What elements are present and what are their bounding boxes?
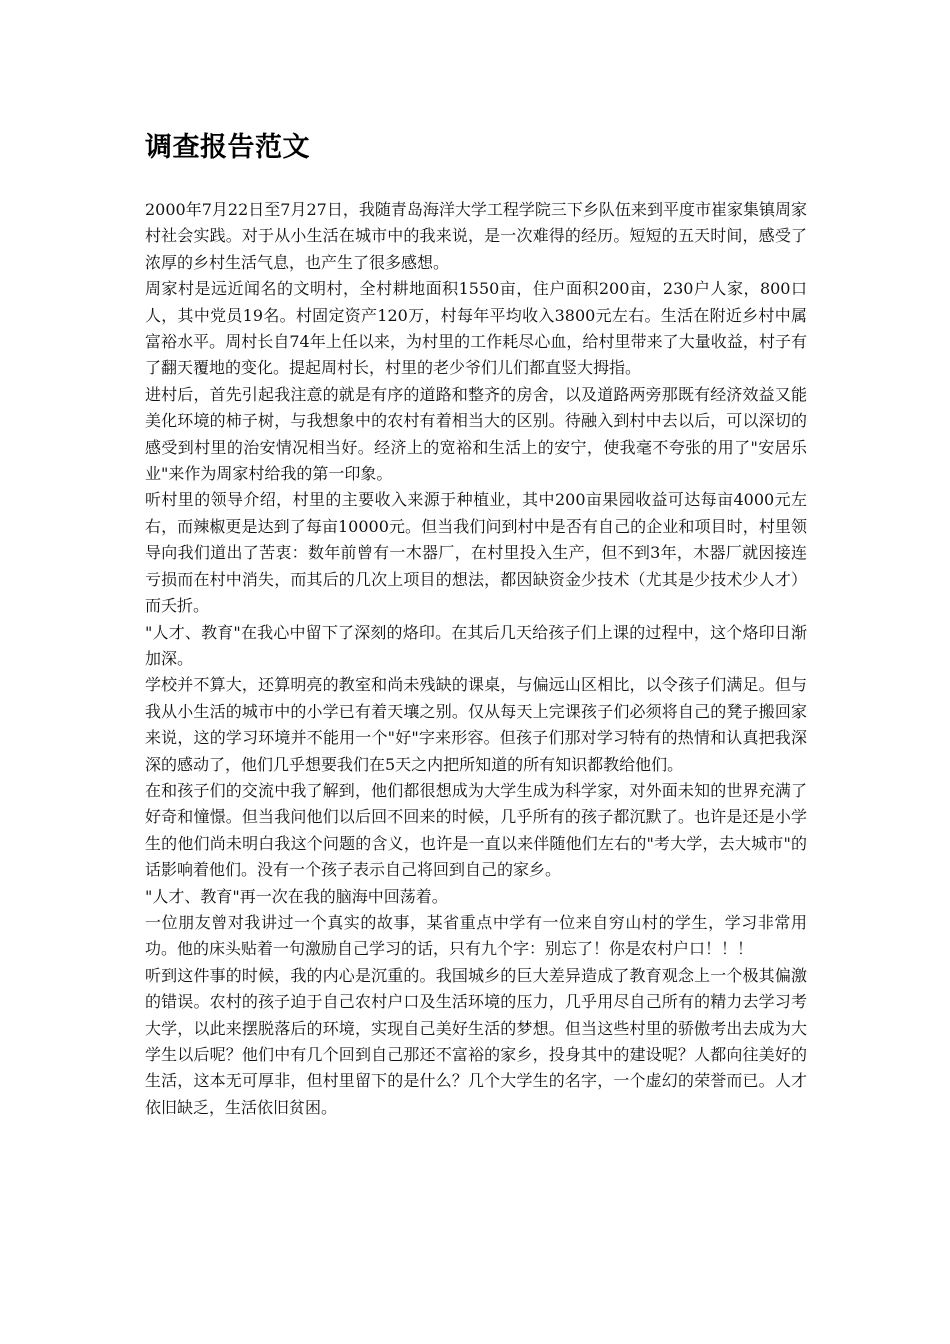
document-title: 调查报告范文	[145, 132, 310, 163]
document-body	[145, 197, 807, 1121]
paragraph: 进村后，首先引起我注意的就是有序的道路和整齐的房舍，以及道路两旁那既有经济效益又能美化环境的柿子树，与我想象中的农村有着相当大的区别。待融入到村中去以后，可以深切的感受到村里的治安情况相当好。经济上的宽裕和生活上的安宁，使我毫不夸张的用了"安居乐业"来作为周家村给我的第一印象。	[145, 384, 807, 484]
paragraph: 2000年7月22日至7月27日，我随青岛海洋大学工程学院三下乡队伍来到平度市崔家集镇周家村社会实践。对于从小生活在城市中的我来说，是一次难得的经历。短短的五天时间，感受了浓厚的乡村生活气息，也产生了很多感想。	[145, 200, 807, 272]
paragraph: 听村里的领导介绍，村里的主要收入来源于种植业，其中200亩果园收益可达每亩4000元左右，而辣椒更是达到了每亩10000元。但当我们问到村中是否有自己的企业和项目时，村里领导向我们道出了苦衷：数年前曾有一木器厂，在村里投入生产，但不到3年，木器厂就因接连亏损而在村中消失，而其后的几次上项目的想法，都因缺资金少技术（尤其是少技术少人才）而夭折。	[145, 490, 807, 616]
paragraph: 周家村是远近闻名的文明村，全村耕地面积1550亩，住户面积200亩，230户人家，800口人，其中党员19名。村固定资产120万，村每年平均收入3800元左右。生活在附近乡村中属富裕水平。周村长自74年上任以来，为村里的工作耗尽心血，给村里带来了大量收益，村子有了翻天覆地的变化。提起周村长，村里的老少爷们儿们都直竖大拇指。	[145, 279, 807, 378]
paragraph: 在和孩子们的交流中我了解到，他们都很想成为大学生成为科学家，对外面未知的世界充满了好奇和憧憬。但当我问他们以后回不回来的时候，几乎所有的孩子都沉默了。也许是还是小学生的他们尚未明白我这个问题的含义，也许是一直以来伴随他们左右的"考大学，去大城市"的话影响着他们。没有一个孩子表示自己将回到自己的家乡。	[145, 780, 807, 880]
paragraph: 听到这件事的时候，我的内心是沉重的。我国城乡的巨大差异造成了教育观念上一个极其偏激的错误。农村的孩子迫于自己农村户口及生活环境的压力，几乎用尽自己所有的精力去学习考大学，以此来摆脱落后的环境，实现自己美好生活的梦想。但当这些村里的骄傲考出去成为大学生以后呢？他们中有几个回到自己那还不富裕的家乡，投身其中的建设呢？人都向往美好的生活，这本无可厚非，但村里留下的是什么？几个大学生的名字，一个虚幻的荣誉而已。人才依旧缺乏，生活依旧贫困。	[145, 965, 807, 1117]
paragraph: "人才、教育"在我心中留下了深刻的烙印。在其后几天给孩子们上课的过程中，这个烙印日渐加深。	[145, 622, 807, 668]
paragraph: 学校并不算大，还算明亮的教室和尚未残缺的课桌，与偏远山区相比，以令孩子们满足。但与我从小生活的城市中的小学已有着天壤之别。仅从每天上完课孩子们必须将自己的凳子搬回家来说，这的学习环境并不能用一个"好"字来形容。但孩子们那对学习特有的热情和认真把我深深的感动了，他们几乎想要我们在5天之内把所知道的所有知识都教给他们。	[145, 675, 807, 774]
paragraph: "人才、教育"再一次在我的脑海中回荡着。	[145, 886, 448, 906]
paragraph: 一位朋友曾对我讲过一个真实的故事，某省重点中学有一位来自穷山村的学生，学习非常用功。他的床头贴着一句激励自己学习的话，只有九个字：别忘了！你是农村户口！！！	[145, 912, 807, 959]
